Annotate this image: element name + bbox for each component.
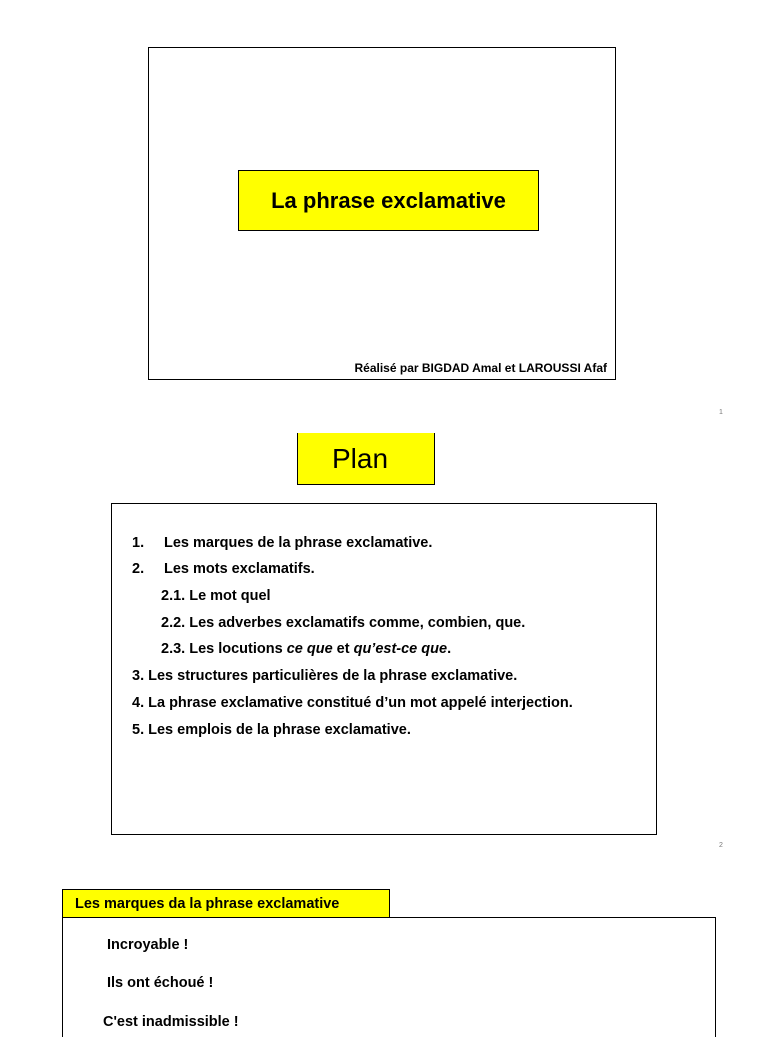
plan-item-3: 3. Les structures particulières de la phrase exclamative. bbox=[132, 668, 518, 684]
plan-item-4: 4. La phrase exclamative constitué d’un mot appelé interjection. bbox=[132, 695, 573, 711]
plan-item-2-3: 2.3. Les locutions ce que et qu’est-ce que. bbox=[161, 641, 452, 657]
example-2: Ils ont échoué ! bbox=[107, 975, 214, 991]
plan-title: Plan bbox=[297, 433, 435, 485]
plan-item-2: 2. Les mots exclamatifs. bbox=[132, 561, 315, 577]
plan-item-5: 5. Les emplois de la phrase exclamative. bbox=[132, 722, 411, 738]
example-3: C'est inadmissible ! bbox=[103, 1014, 239, 1030]
slide-1-title: La phrase exclamative bbox=[238, 170, 539, 231]
page-number-1: 1 bbox=[719, 409, 723, 416]
slide-3 bbox=[62, 917, 716, 1037]
slide-2-plan bbox=[111, 503, 657, 835]
slide-1-author: Réalisé par BIGDAD Amal et LAROUSSI Afaf bbox=[354, 361, 607, 375]
plan-item-2-2: 2.2. Les adverbes exclamatifs comme, combien, que. bbox=[161, 615, 526, 631]
slide-1 bbox=[148, 47, 616, 380]
example-1: Incroyable ! bbox=[107, 937, 189, 953]
slide-3-title: Les marques da la phrase exclamative bbox=[62, 889, 390, 918]
plan-item-2-1: 2.1. Le mot quel bbox=[161, 588, 271, 604]
page-number-2: 2 bbox=[719, 842, 723, 849]
plan-item-1: 1. Les marques de la phrase exclamative. bbox=[132, 535, 433, 551]
